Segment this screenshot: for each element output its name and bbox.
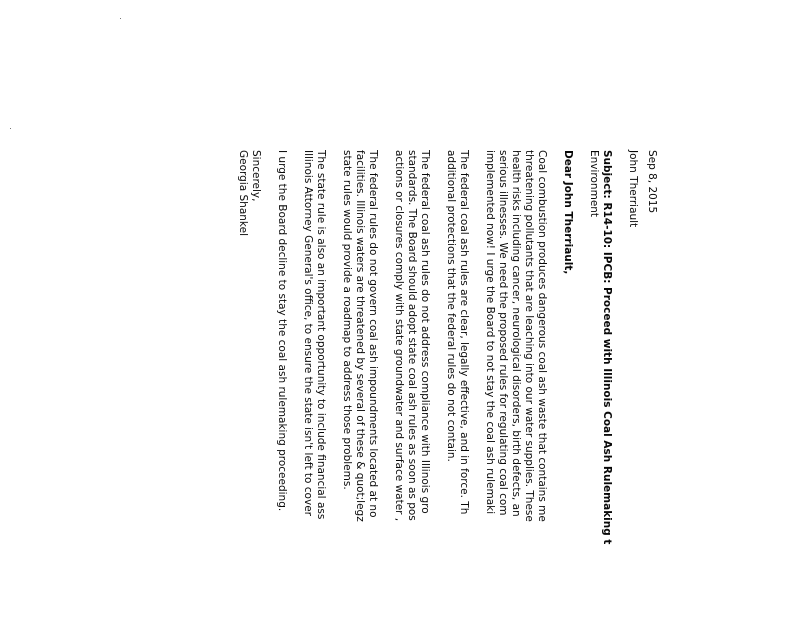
body-line: I urge the Board decline to stay the coal ash rulemaking proceeding. — [276, 150, 288, 512]
body-line: implemented now! I urge the Board to not stay the coal ash rulemaki — [484, 150, 496, 515]
letter-subject-line: Subject: R14-10: IPCB: Proceed with Illinois Coal Ash Rulemaking t — [601, 150, 613, 545]
letter-subject-line: Environment — [588, 150, 600, 218]
body-line: additional protections that the federal rules do not contain. — [445, 150, 457, 462]
body-line: The federal coal ash rules do not address compliance with Illinois gro — [419, 150, 431, 514]
scan-speck — [120, 18, 121, 19]
body-line: The federal coal ash rules are clear, legally effective, and in force. Th — [458, 150, 470, 515]
body-line: threatening pollutants that are leaching into our water supplies. These — [523, 150, 535, 522]
letter-recipient: John Therriault — [627, 150, 639, 228]
body-line: facilities. Illinois waters are threatened by several of these & quot;legz — [354, 150, 366, 522]
body-line: The federal rules do not govern coal ash impoundments located at no — [367, 150, 379, 518]
letter-date: Sep 8, 2015 — [646, 150, 658, 214]
body-line: state rules would provide a roadmap to address those problems. — [341, 150, 353, 490]
scan-speck — [10, 128, 11, 129]
body-line: standards. The Board should adopt state coal ash rules as soon as pos — [406, 150, 418, 521]
body-line: Illinois Attorney General's office, to ensure the state isn't left to cover — [302, 150, 314, 516]
letter-closing: Sincerely, — [250, 150, 262, 202]
body-line: actions or closures comply with state groundwater and surface water , — [393, 150, 405, 522]
letter-salutation: Dear John Therriault, — [562, 150, 574, 275]
body-line: The state rule is also an important opportunity to include financial ass — [315, 150, 327, 520]
body-line: serious illnesses. We need the proposed rules for regulating coal com — [497, 150, 509, 516]
letter-signature: Georgia Shankel — [237, 150, 249, 236]
body-line: Coal combustion produces dangerous coal ash waste that contains me — [536, 150, 548, 522]
body-line: health risks including cancer, neurological disorders, birth defects, an — [510, 150, 522, 517]
rotated-letter — [236, 150, 658, 620]
